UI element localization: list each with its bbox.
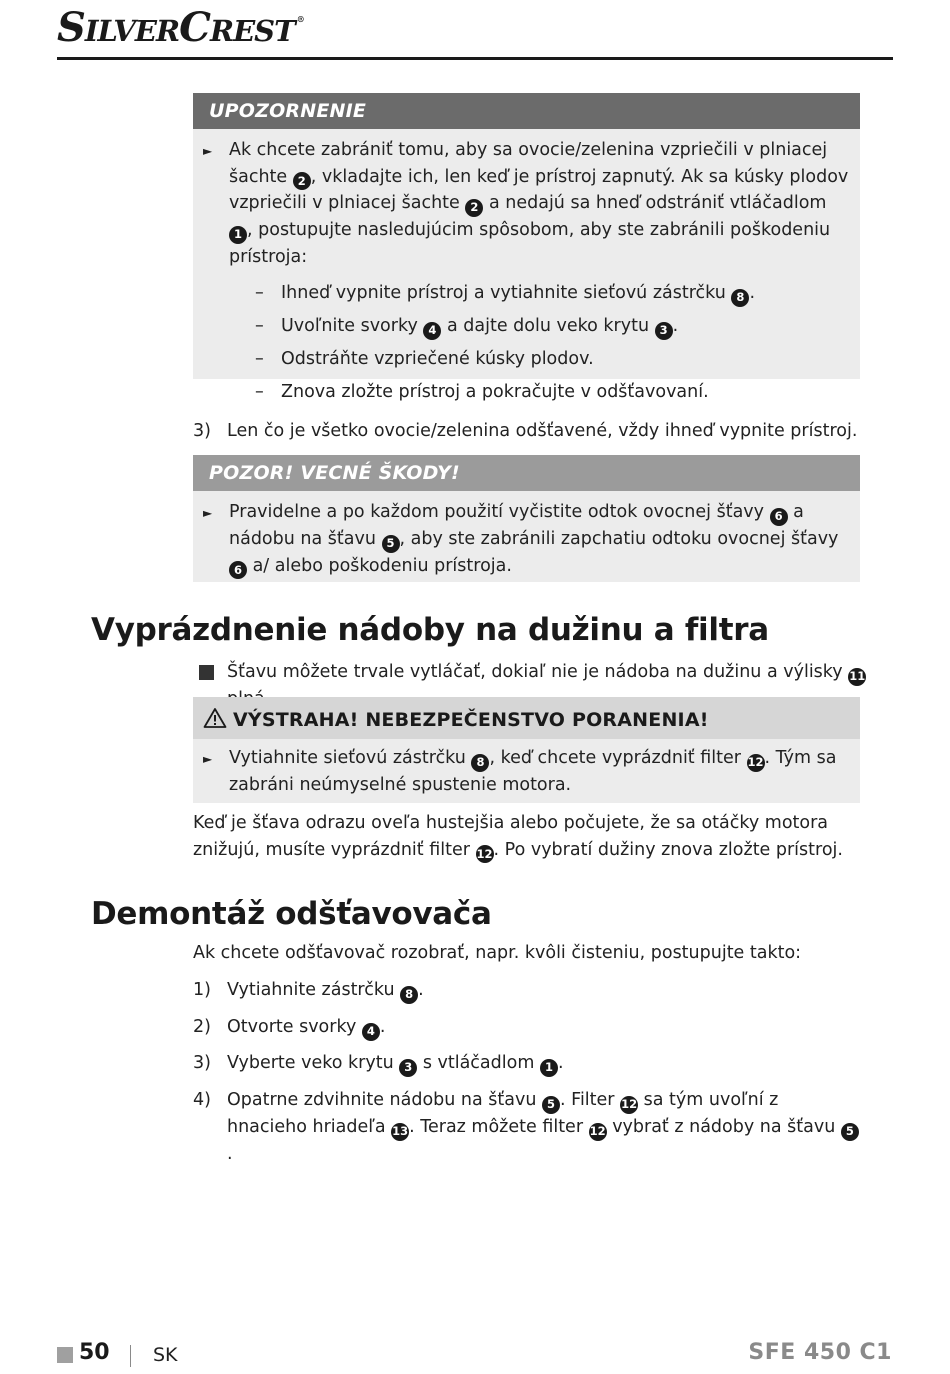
ref-marker: 4: [362, 1023, 380, 1041]
ref-marker: 12: [476, 845, 494, 863]
arrow-right-icon: ►: [203, 506, 213, 520]
danger-bullet: ► Vytiahnite sieťovú zástrčku 8 , keď chcete vyprázdniť filter 12. Tým sa zabráni neúmyselné spustenie motora.: [203, 745, 850, 798]
step-item: 2) Otvorte svorky 4 .: [193, 1014, 863, 1041]
ref-marker: 6: [229, 561, 247, 579]
danger-title: VÝSTRAHA! NEBEZPEČENSTVO PORANENIA!: [193, 697, 860, 739]
brand-logo: SILVERCREST ®: [57, 4, 304, 51]
dash-item: – Znova zložte prístroj a pokračujte v odšťavovaní.: [255, 382, 709, 403]
ref-marker: 12: [747, 754, 765, 772]
language-code: SK: [153, 1344, 178, 1366]
body-paragraph: Keď je šťava odrazu oveľa hustejšia alebo počujete, že sa otáčky motora znižujú, musíte vyprázdniť filter 12. Po vybratí dužiny znova zložte prístroj.: [193, 810, 863, 863]
caution-box: [193, 455, 860, 582]
footer-square-icon: [57, 1347, 73, 1363]
ref-marker: 8: [471, 754, 489, 772]
ref-marker: 4: [423, 322, 441, 340]
caution-title: POZOR! VECNÉ ŠKODY!: [193, 455, 860, 491]
ref-marker: 3: [655, 322, 673, 340]
ref-marker: 12: [620, 1096, 638, 1114]
step-item: 1) Vytiahnite zástrčku 8 .: [193, 977, 863, 1004]
square-bullet-icon: [199, 665, 214, 680]
warning-triangle-icon: [203, 707, 227, 729]
ref-marker: 13: [391, 1123, 409, 1141]
ref-marker: 2: [465, 199, 483, 217]
section-heading: Vyprázdnenie nádoby na dužinu a filtra: [91, 612, 769, 648]
ref-marker: 12: [589, 1123, 607, 1141]
ref-marker: 2: [293, 172, 311, 190]
step-item: 3) Vyberte veko krytu 3 s vtláčadlom 1 .: [193, 1050, 863, 1077]
caution-bullet: ► Pravidelne a po každom použití vyčistite odtok ovocnej šťavy 6 a nádobu na šťavu 5 , aby ste zabránili zapchatiu odtoku ovocnej šťavy 6 a/ alebo poškodeniu prístroja.: [203, 499, 850, 579]
page-number: 50: [79, 1340, 110, 1365]
ref-marker: 5: [841, 1123, 859, 1141]
ref-marker: 6: [770, 508, 788, 526]
arrow-right-icon: ►: [203, 144, 213, 158]
notice-title: UPOZORNENIE: [193, 93, 860, 129]
dash-item: – Ihneď vypnite prístroj a vytiahnite sieťovú zástrčku 8 .: [203, 280, 850, 313]
ref-marker: 5: [542, 1096, 560, 1114]
ref-marker: 8: [400, 986, 418, 1004]
footer-divider: [130, 1345, 131, 1367]
section-heading: Demontáž odšťavovača: [91, 896, 492, 932]
ref-marker: 3: [399, 1059, 417, 1077]
dash-item: – Uvoľnite svorky 4 a dajte dolu veko krytu 3 .: [203, 313, 850, 346]
header-rule: [57, 57, 893, 60]
notice-box: [193, 93, 860, 403]
dash-item: – Odstráňte vzpriečené kúsky plodov.: [255, 349, 594, 370]
model-number: SFE 450 C1: [748, 1340, 892, 1365]
ref-marker: 11: [848, 668, 866, 686]
ref-marker: 1: [540, 1059, 558, 1077]
step-item: 4) Opatrne zdvihnite nádobu na šťavu 5 . Filter 12 sa tým uvoľní z hnacieho hriadeľa 13. Teraz môžete filter 12 vybrať z nádoby na šťavu 5.: [193, 1087, 863, 1167]
ref-marker: 1: [229, 226, 247, 244]
intro-paragraph: Ak chcete odšťavovač rozobrať, napr. kvôli čisteniu, postupujte takto:: [193, 943, 802, 963]
step-item: 3) Len čo je všetko ovocie/zelenina odšťavené, vždy ihneď vypnite prístroj.: [193, 421, 858, 441]
danger-box: [193, 697, 860, 803]
square-bullet: Šťavu môžete trvale vytláčať, dokiaľ nie je nádoba na dužinu a výlisky 11: [199, 659, 869, 712]
ref-marker: 5: [382, 535, 400, 553]
ref-marker: 8: [731, 289, 749, 307]
notice-bullet: ► Ak chcete zabrániť tomu, aby sa ovocie/zelenina vzpriečili v plniacej šachte 2 , vkladajte ich, len keď je prístroj zapnutý. Ak sa kúsky plodov vzpriečili v plniacej šachte 2 a nedajú sa hneď odstrániť vtláčadlom 1 , postupujte nasledujúcim spôsobom, aby ste zabránili poškodeniu prístroja:: [203, 137, 850, 270]
arrow-right-icon: ►: [203, 752, 213, 766]
